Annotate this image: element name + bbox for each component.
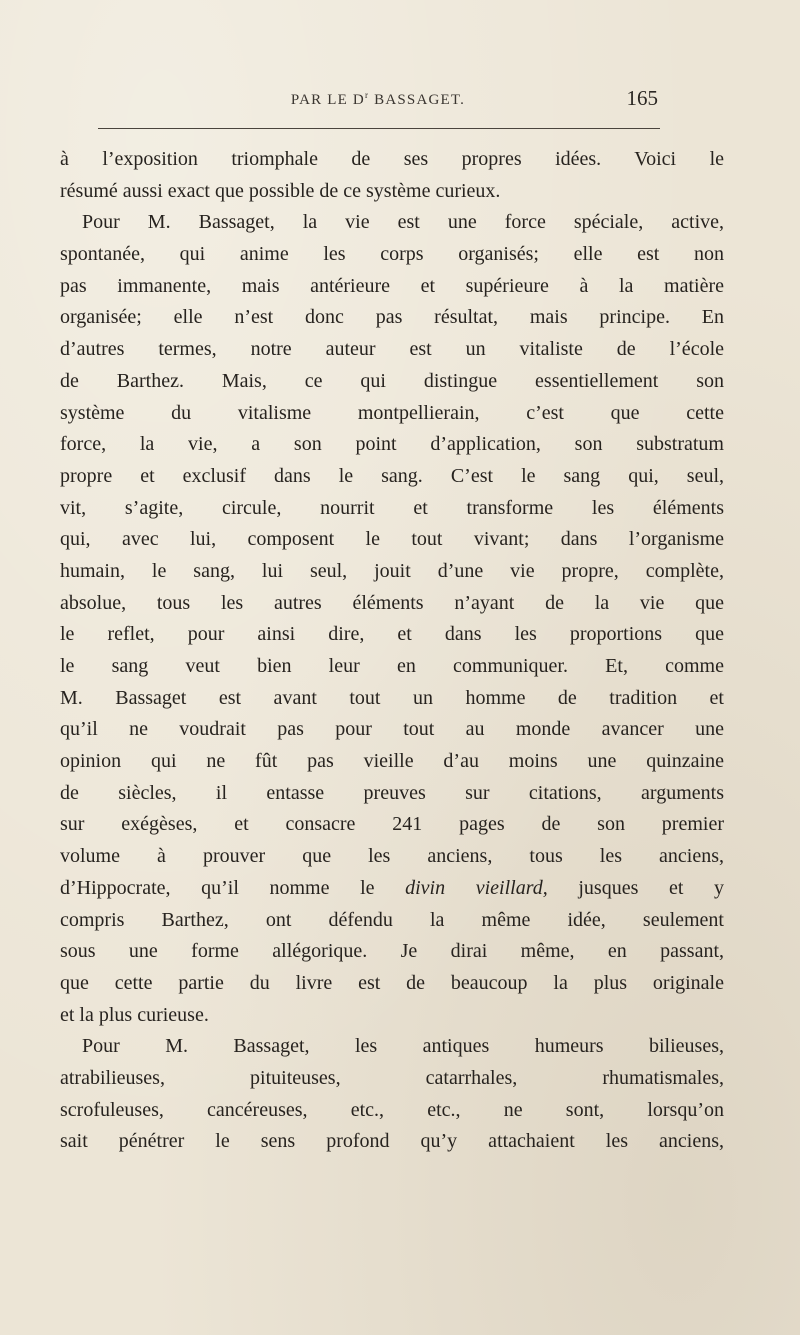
text-line: Pour M. Bassaget, la vie est une force spéciale, active, <box>82 211 724 234</box>
page-number: 165 <box>626 86 658 110</box>
body-text <box>60 144 724 1158</box>
text-run: d’Hippocrate, qu’il nomme le <box>60 876 406 899</box>
text-line: le reflet, pour ainsi dire, et dans les proportions que <box>60 623 724 646</box>
running-head <box>98 88 658 114</box>
text-line: absolue, tous les autres éléments n’ayant de la vie que <box>60 591 724 614</box>
text-line: que cette partie du livre est de beaucoup la plus originale <box>60 971 724 994</box>
paragraph <box>60 144 724 207</box>
text-line: de Barthez. Mais, ce qui distingue essentiellement son <box>60 369 724 392</box>
text-line: scrofuleuses, cancéreuses, etc., etc., ne sont, lorsqu’on <box>60 1098 724 1121</box>
text-line-with-italic <box>60 873 724 905</box>
text-line: compris Barthez, ont défendu la même idée, seulement <box>60 908 724 931</box>
text-line: système du vitalisme montpellierain, c’est que cette <box>60 401 724 424</box>
paragraph <box>60 207 724 1031</box>
text-line: force, la vie, a son point d’application, son substratum <box>60 433 724 456</box>
italic-text-run: divin vieillard, <box>405 876 548 899</box>
text-line: opinion qui ne fût pas vieille d’au moins une quinzaine <box>60 750 724 773</box>
running-head-title <box>98 90 658 109</box>
text-line: résumé aussi exact que possible de ce système curieux. <box>60 179 501 202</box>
text-line: volume à prouver que les anciens, tous les anciens, <box>60 845 724 868</box>
text-line: et la plus curieuse. <box>60 1003 209 1026</box>
running-head-title-suffix: BASSAGET. <box>369 92 466 108</box>
text-run: jusques et y <box>547 876 724 899</box>
text-line: Pour M. Bassaget, les antiques humeurs bilieuses, <box>82 1035 724 1058</box>
text-line: qui, avec lui, composent le tout vivant; dans l’organisme <box>60 528 724 551</box>
text-line: sous une forme allégorique. Je dirai même, en passant, <box>60 940 724 963</box>
text-line: d’autres termes, notre auteur est un vitaliste de l’école <box>60 338 724 361</box>
text-line: sait pénétrer le sens profond qu’y attachaient les anciens, <box>60 1130 724 1153</box>
text-line: à l’exposition triomphale de ses propres idées. Voici le <box>60 148 724 170</box>
running-head-title-prefix: PAR LE D <box>290 92 365 108</box>
text-line: qu’il ne voudrait pas pour tout au monde avancer une <box>60 718 724 741</box>
text-line: pas immanente, mais antérieure et supérieure à la matière <box>60 274 724 297</box>
paragraph <box>60 1031 724 1158</box>
text-line: organisée; elle n’est donc pas résultat, mais principe. En <box>60 306 724 329</box>
text-line: propre et exclusif dans le sang. C’est le sang qui, seul, <box>60 464 724 487</box>
text-line: atrabilieuses, pituiteuses, catarrhales, rhumatismales, <box>60 1066 724 1089</box>
text-line: M. Bassaget est avant tout un homme de tradition et <box>60 686 724 709</box>
text-line: sur exégèses, et consacre 241 pages de son premier <box>60 813 724 836</box>
text-line: le sang veut bien leur en communiquer. Et, comme <box>60 655 724 677</box>
text-line: de siècles, il entasse preuves sur citations, arguments <box>60 781 724 804</box>
text-line: spontanée, qui anime les corps organisés; elle est non <box>60 243 724 266</box>
header-rule <box>98 128 660 129</box>
text-line: humain, le sang, lui seul, jouit d’une vie propre, complète, <box>60 559 724 582</box>
running-head-title-sup: r <box>364 90 370 100</box>
text-line: vit, s’agite, circule, nourrit et transforme les éléments <box>60 496 724 519</box>
